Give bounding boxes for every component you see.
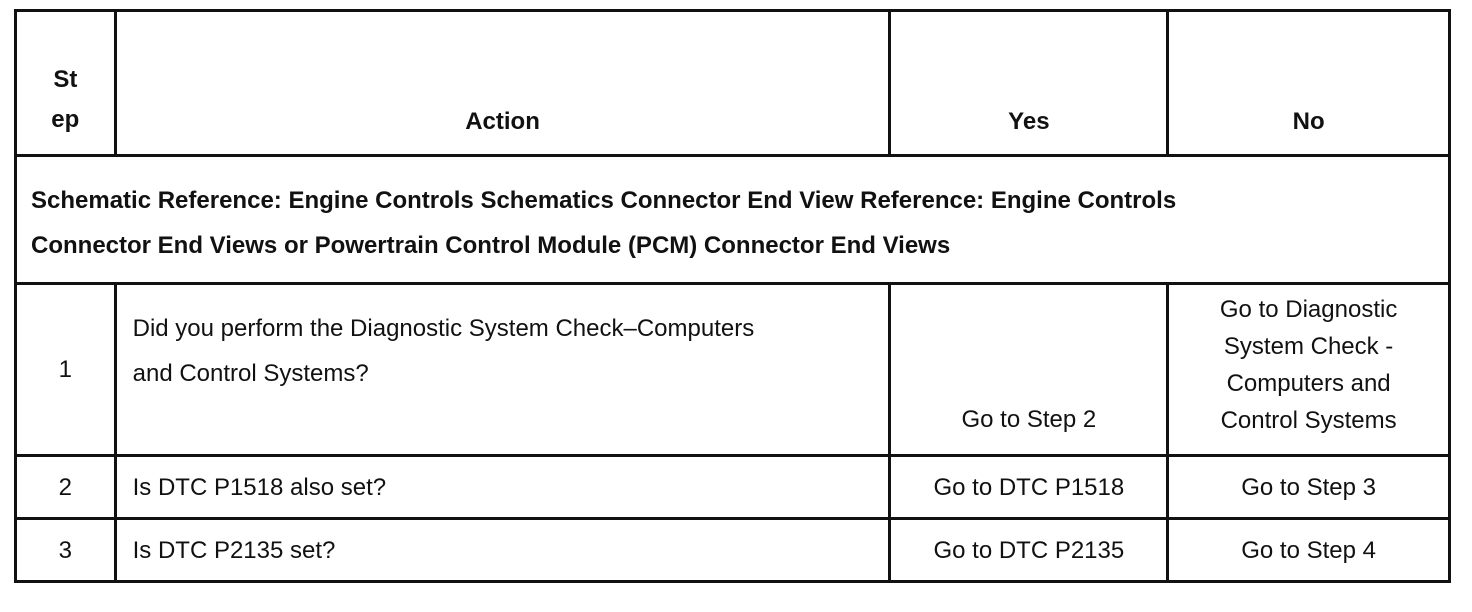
- yes-cell: Go to DTC P2135: [890, 519, 1168, 582]
- reference-line-1: Schematic Reference: Engine Controls Schematics Connector End View Reference: Engine Controls: [31, 187, 1177, 214]
- reference-line-2: Connector End Views or Powertrain Control Module (PCM) Connector End Views: [31, 232, 951, 259]
- no-line-2: System Check -: [1223, 333, 1394, 360]
- reference-cell: [16, 156, 1450, 284]
- no-cell: Go to Step 4: [1168, 519, 1450, 582]
- yes-cell: Go to DTC P1518: [890, 456, 1168, 519]
- yes-cell: Go to Step 2: [890, 284, 1168, 456]
- no-cell: [1168, 284, 1450, 456]
- header-step-line1: St: [53, 66, 78, 93]
- header-action: Action: [115, 11, 890, 156]
- table-header-row: [16, 11, 1450, 156]
- table-row: [16, 519, 1450, 582]
- action-cell: [115, 284, 890, 456]
- step-number: 1: [16, 284, 116, 456]
- action-line-1: Did you perform the Diagnostic System Check–Computers: [132, 315, 755, 342]
- header-step: [16, 11, 116, 156]
- diagnostic-table: [14, 9, 1451, 583]
- action-line-2: and Control Systems?: [132, 360, 369, 387]
- step-number: 2: [16, 456, 116, 519]
- table-row: [16, 456, 1450, 519]
- no-line-3: Computers and: [1226, 370, 1391, 397]
- no-line-4: Control Systems: [1220, 407, 1397, 434]
- header-step-line2: ep: [51, 106, 80, 133]
- action-cell: Is DTC P1518 also set?: [115, 456, 890, 519]
- table-row: [16, 284, 1450, 456]
- action-cell: Is DTC P2135 set?: [115, 519, 890, 582]
- no-line-1: Go to Diagnostic: [1219, 296, 1398, 323]
- step-number: 3: [16, 519, 116, 582]
- header-no: No: [1168, 11, 1450, 156]
- reference-row: [16, 156, 1450, 284]
- no-cell: Go to Step 3: [1168, 456, 1450, 519]
- diagnostic-table-container: [14, 9, 1451, 589]
- header-yes: Yes: [890, 11, 1168, 156]
